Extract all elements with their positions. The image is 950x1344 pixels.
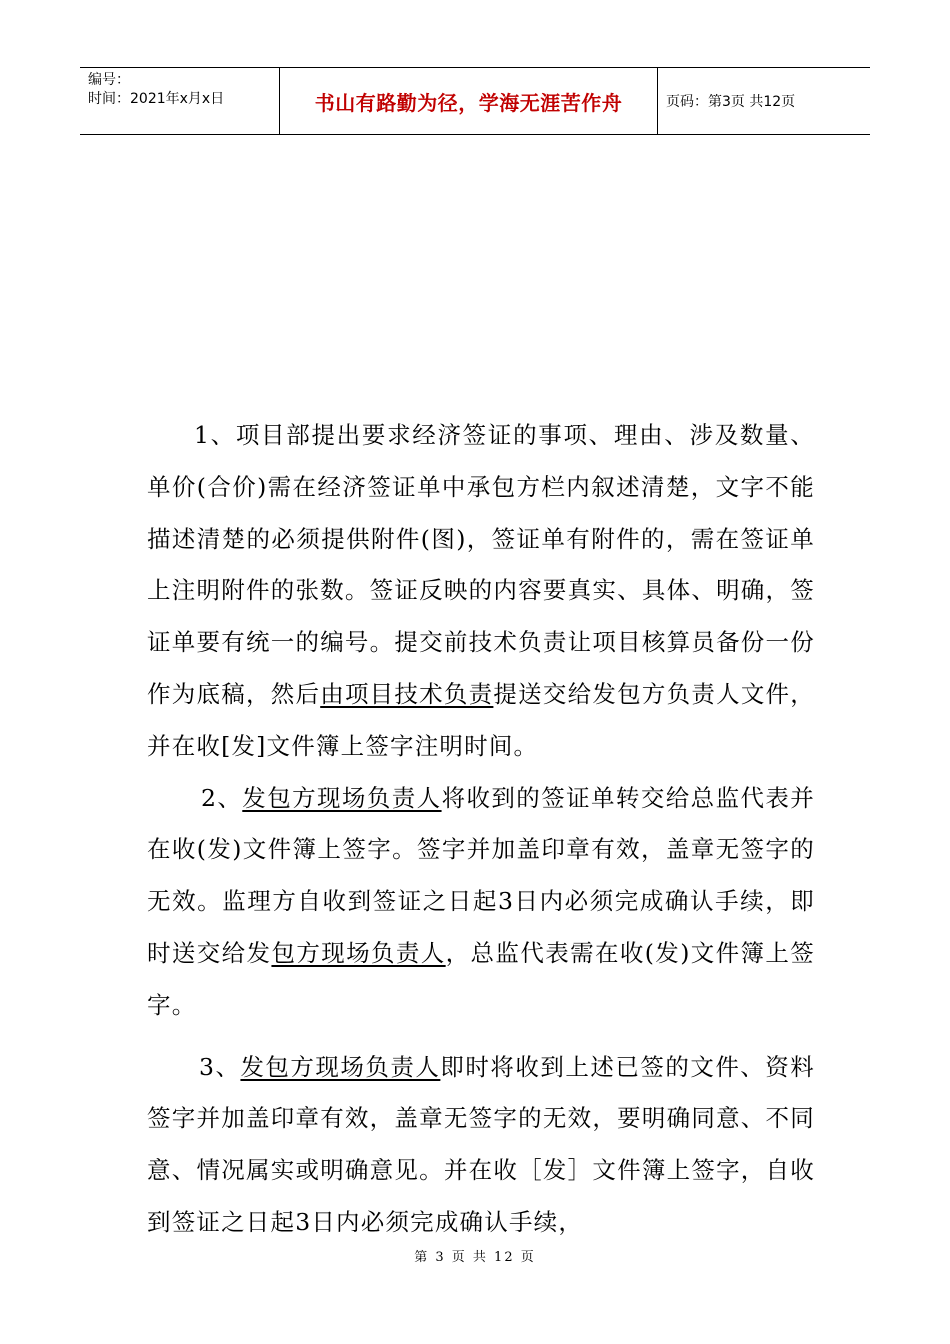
paragraph-3-text: 即时将收到上述已签的文件、资料签字并加盖印章有效，盖章无签字的无效，要明确同意、不同意、情况属实或明确意见。并在收［发］文件簿上签字，自收到签证之日起3日内必须完成确认手续， — [147, 1052, 815, 1236]
page-footer: 第 3 页 共 12 页 — [414, 1250, 536, 1265]
header-motto: 书山有路勤为径，学海无涯苦作舟 — [280, 68, 658, 134]
underlined-tech-lead: 由项目技术负责 — [320, 679, 494, 708]
header-meta — [80, 68, 280, 134]
paragraph-2 — [147, 773, 815, 1032]
paragraph-3-number: 3、 — [199, 1052, 241, 1081]
paragraph-1-text-a: 1、项目部提出要求经济签证的事项、理由、涉及数量、单价(合价)需在经济签证单中承包方栏内叙述清楚，文字不能描述清楚的必须提供附件(图)，签证单有附件的，需在签证单上注明附件的张数。签证反映的内容要真实、具体、明确，签证单要有统一的编号。提交前技术负责让项目核算员备份一份作为底稿，然后 — [147, 421, 815, 708]
paragraph-1-text-b: 提送交给发包方负责人文件，并在收[发]文件簿上签字注明时间。 — [147, 679, 816, 760]
paragraph-2-text-a: 将收到的签证单转交给总监代表并在收(发)文件簿上签字。签字并加盖印章有效，盖章无签字的无效。监理方自收到签证之日起3日内必须完成确认手续，即时送交给发 — [147, 783, 815, 967]
underlined-site-lead-1: 发包方现场负责人 — [242, 783, 442, 812]
underlined-site-lead-3: 发包方现场负责人 — [240, 1052, 441, 1081]
paragraph-2-number: 2、 — [201, 783, 243, 812]
underlined-site-lead-2: 包方现场负责人 — [271, 938, 446, 967]
header-page-info: 页码：第3页 共12页 — [666, 94, 796, 110]
paragraph-2-text-b: ，总监代表需在收(发)文件簿上签字。 — [147, 938, 815, 1019]
document-body — [147, 410, 815, 1249]
time-label: 时间：2021年x月x日 — [88, 91, 225, 107]
page-header — [80, 67, 870, 135]
number-label: 编号： — [88, 72, 130, 88]
paragraph-1 — [147, 410, 815, 773]
paragraph-3 — [147, 1042, 815, 1249]
